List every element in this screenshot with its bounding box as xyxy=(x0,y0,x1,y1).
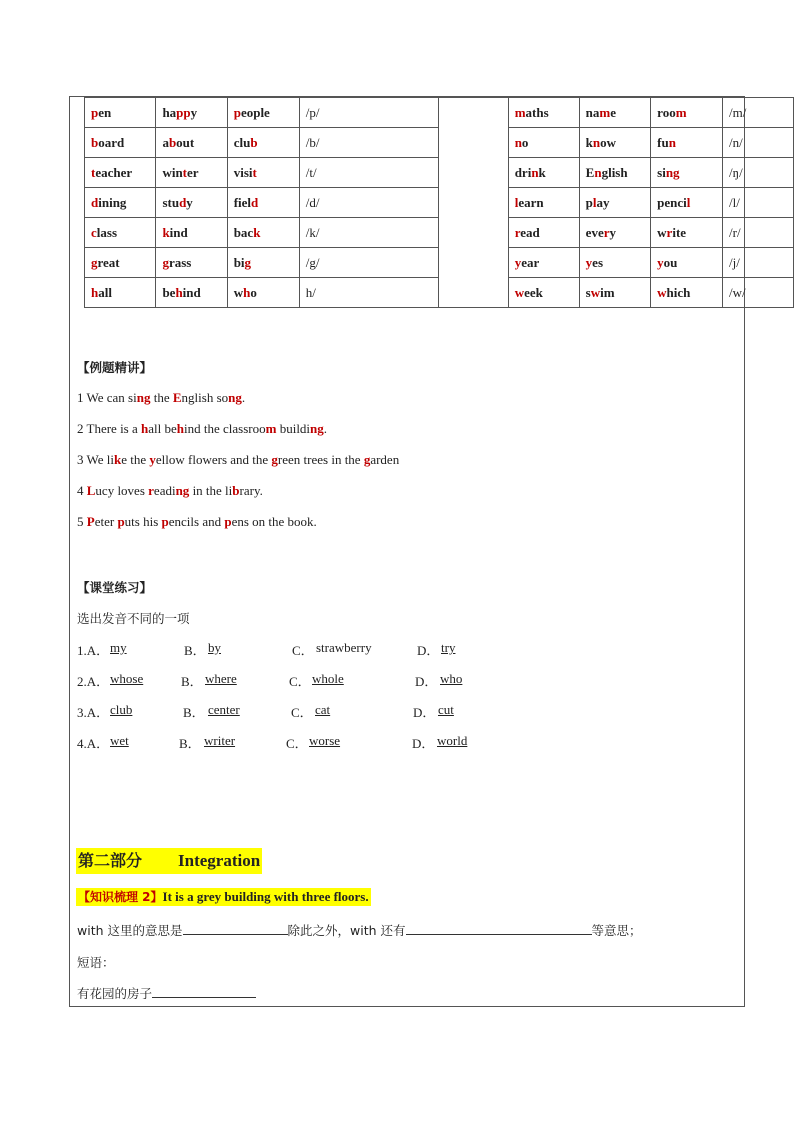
sound-cell: /r/ xyxy=(723,218,794,248)
table-row xyxy=(85,188,794,218)
option-word[interactable]: by xyxy=(208,640,221,655)
table-row xyxy=(85,278,794,308)
word-cell: fun xyxy=(651,128,723,158)
word-cell: maths xyxy=(508,98,579,128)
word-cell: drink xyxy=(508,158,579,188)
example-sentence: 1 We can sing the English song. xyxy=(77,390,246,405)
word-cell: great xyxy=(85,248,156,278)
word-cell: happy xyxy=(156,98,227,128)
table-row xyxy=(85,128,794,158)
option-word[interactable]: center xyxy=(208,702,240,717)
word-cell: write xyxy=(651,218,723,248)
option-word[interactable]: cut xyxy=(438,702,454,717)
table-row xyxy=(85,218,794,248)
word-cell: sing xyxy=(651,158,723,188)
option-label: 3.A． xyxy=(77,705,110,720)
word-cell: club xyxy=(227,128,299,158)
word-cell: year xyxy=(508,248,579,278)
word-cell: room xyxy=(651,98,723,128)
word-cell: class xyxy=(85,218,156,248)
table-row xyxy=(85,248,794,278)
spacer-cell xyxy=(438,188,508,218)
sound-cell: h/ xyxy=(299,278,438,308)
with-blank-1[interactable] xyxy=(183,921,288,935)
word-cell: play xyxy=(579,188,650,218)
word-cell: kind xyxy=(156,218,227,248)
option-word[interactable]: try xyxy=(441,640,456,655)
table-row xyxy=(85,98,794,128)
phrase-line xyxy=(77,984,256,1002)
option-label: C． xyxy=(292,643,314,658)
option-label: C． xyxy=(289,674,311,689)
option-word[interactable]: whole xyxy=(312,671,344,686)
option-label: D． xyxy=(412,736,435,751)
word-cell: learn xyxy=(508,188,579,218)
option-word[interactable]: who xyxy=(440,671,463,686)
option-label: B． xyxy=(184,643,206,658)
option-label: 1.A． xyxy=(77,643,110,658)
sound-cell: /m/ xyxy=(723,98,794,128)
knowledge-point xyxy=(76,888,371,906)
word-cell: teacher xyxy=(85,158,156,188)
word-cell: week xyxy=(508,278,579,308)
word-cell: which xyxy=(651,278,723,308)
with-prefix: with 这里的意思是 xyxy=(77,923,183,938)
word-cell: visit xyxy=(227,158,299,188)
table-row xyxy=(85,158,794,188)
word-cell: who xyxy=(227,278,299,308)
practice-title: 【课堂练习】 xyxy=(77,580,153,595)
phrase-blank-1[interactable] xyxy=(152,984,256,998)
word-cell: hall xyxy=(85,278,156,308)
spacer-cell xyxy=(438,248,508,278)
sound-cell: /d/ xyxy=(299,188,438,218)
word-cell: no xyxy=(508,128,579,158)
option-word[interactable]: strawberry xyxy=(316,640,372,655)
option-label: C． xyxy=(286,736,308,751)
sound-cell: /w/ xyxy=(723,278,794,308)
phrase-1: 有花园的房子 xyxy=(77,986,153,1001)
sound-cell: /l/ xyxy=(723,188,794,218)
spacer-cell xyxy=(438,158,508,188)
sound-cell: /k/ xyxy=(299,218,438,248)
word-cell: winter xyxy=(156,158,227,188)
word-cell: people xyxy=(227,98,299,128)
example-sentence: 4 Lucy loves reading in the library. xyxy=(77,483,263,498)
option-word[interactable]: my xyxy=(110,640,127,655)
option-label: B． xyxy=(183,705,205,720)
with-suffix: 等意思； xyxy=(591,923,642,938)
phonics-table xyxy=(84,97,794,308)
practice-instruction: 选出发音不同的一项 xyxy=(77,611,190,626)
word-cell: swim xyxy=(579,278,650,308)
option-label: B． xyxy=(179,736,201,751)
with-mid: 除此之外，with 还有 xyxy=(287,923,406,938)
with-meaning-line xyxy=(77,921,642,939)
option-word[interactable]: club xyxy=(110,702,133,717)
sound-cell: /t/ xyxy=(299,158,438,188)
option-label: D． xyxy=(413,705,436,720)
spacer-cell xyxy=(438,98,508,128)
option-label: D． xyxy=(415,674,438,689)
word-cell: behind xyxy=(156,278,227,308)
word-cell: pencil xyxy=(651,188,723,218)
word-cell: grass xyxy=(156,248,227,278)
sound-cell: /ŋ/ xyxy=(723,158,794,188)
option-label: 2.A． xyxy=(77,674,110,689)
option-word[interactable]: writer xyxy=(204,733,236,748)
examples-title: 【例题精讲】 xyxy=(77,360,153,375)
word-cell: pen xyxy=(85,98,156,128)
option-label: 4.A． xyxy=(77,736,110,751)
part2-cn: 第二部分 xyxy=(78,851,143,870)
option-word[interactable]: cat xyxy=(315,702,331,717)
word-cell: read xyxy=(508,218,579,248)
word-cell: big xyxy=(227,248,299,278)
sound-cell: /n/ xyxy=(723,128,794,158)
with-blank-2[interactable] xyxy=(406,921,592,935)
example-sentence: 3 We like the yellow flowers and the green trees in the garden xyxy=(77,452,400,467)
option-word[interactable]: where xyxy=(205,671,237,686)
example-sentence: 5 Peter puts his pencils and pens on the book. xyxy=(77,514,317,529)
word-cell: name xyxy=(579,98,650,128)
sound-cell: /j/ xyxy=(723,248,794,278)
word-cell: board xyxy=(85,128,156,158)
sound-cell: /g/ xyxy=(299,248,438,278)
word-cell: dining xyxy=(85,188,156,218)
part2-en: Integration xyxy=(178,851,261,870)
spacer-cell xyxy=(438,278,508,308)
option-label: B． xyxy=(181,674,203,689)
kp-label: 【知识梳理 2】 xyxy=(78,890,163,904)
word-cell: English xyxy=(579,158,650,188)
spacer-cell xyxy=(438,128,508,158)
option-word[interactable]: world xyxy=(437,733,468,748)
word-cell: you xyxy=(651,248,723,278)
sound-cell: /b/ xyxy=(299,128,438,158)
option-word[interactable]: worse xyxy=(309,733,341,748)
word-cell: study xyxy=(156,188,227,218)
spacer-cell xyxy=(438,218,508,248)
option-label: D． xyxy=(417,643,440,658)
word-cell: back xyxy=(227,218,299,248)
kp-sentence: It is a grey building with three floors. xyxy=(162,889,369,904)
word-cell: yes xyxy=(579,248,650,278)
option-word[interactable]: wet xyxy=(110,733,129,748)
option-label: C． xyxy=(291,705,313,720)
word-cell: know xyxy=(579,128,650,158)
sound-cell: /p/ xyxy=(299,98,438,128)
example-sentence: 2 There is a hall behind the classroom building. xyxy=(77,421,328,436)
word-cell: field xyxy=(227,188,299,218)
option-word[interactable]: whose xyxy=(110,671,144,686)
word-cell: about xyxy=(156,128,227,158)
word-cell: every xyxy=(579,218,650,248)
phrase-label: 短语： xyxy=(77,955,115,970)
part2-heading xyxy=(76,848,262,874)
